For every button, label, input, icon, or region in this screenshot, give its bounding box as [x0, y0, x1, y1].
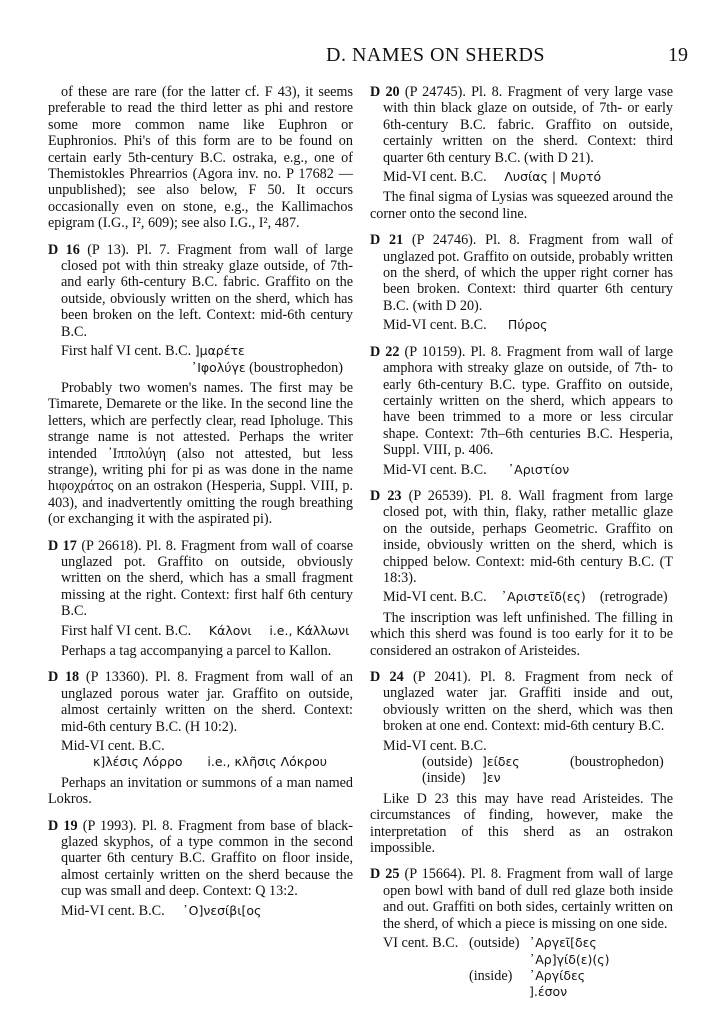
greek-text: ]μαρέτε — [194, 343, 245, 359]
date: Mid-VI cent. B.C. — [383, 317, 487, 334]
date: First half VI cent. B.C. — [61, 343, 192, 360]
greek-text: ᾿Ιφολύγε — [191, 359, 246, 375]
section-title: D. NAMES ON SHERDS — [326, 44, 546, 66]
entry-date-line: Mid-VI cent. B.C. — [61, 738, 165, 755]
inscription-row — [383, 952, 673, 968]
inscription-row — [383, 984, 673, 1000]
entry-text: (P 24746). Pl. 8. Fragment from wall of unglazed pot. Graffito on outside, probably written on the sherd, of which the upper right corner has been broken. Context: third quarter 6th century B.C. (with D 20). — [383, 232, 674, 314]
entry-greek-line — [61, 360, 353, 376]
greek-text: ᾿Αργεῖ[δες — [529, 935, 597, 951]
entry-text: (P 26539). Pl. 8. Wall fragment from large closed pot, with thin, flaky, rather metallic glaze on the outside, perhaps Geometric. Graffito on inside, obviously written on the sherd, which is chipped below. Context: mid-6th century B.C. (T 18:3). — [383, 487, 674, 586]
note: (retrograde) — [599, 589, 668, 606]
greek-text: ᾿Αριστίον — [507, 461, 570, 477]
entry-comment: Perhaps a tag accompanying a parcel to Kallon. — [61, 643, 332, 659]
greek-text: ]είδες — [482, 754, 520, 770]
entry-date-line — [61, 343, 353, 359]
entry-d24 — [370, 669, 673, 735]
entry-d18 — [48, 669, 353, 735]
inscription-row — [383, 968, 673, 984]
date: VI cent. B.C. — [383, 935, 459, 952]
date: Mid-VI cent. B.C. — [383, 589, 487, 606]
ie-note: i.e., Κάλλωνι — [269, 622, 350, 638]
entry-comment: The final sigma of Lysias was squeezed around the corner onto the second line. — [370, 189, 673, 222]
intro-paragraph: of these are rare (for the latter cf. F 43), it seems preferable to read the third letter as phi and restore some more common name like Euphron or Euphronios. Phi's of this form are to be found on certain early 5th-century B.C. ostraka, e.g., one of Themistokles Phrearrios (Agora inv. no. P 17682 — unpublished); see also below, F 50. It occurs occasionally even on stone, e.g., the Kallimachos epigram (I.G., I², 609); see also I.G., I², 487. — [48, 84, 353, 232]
greek-text: ᾿Αριστεῖδ(ες) — [500, 589, 586, 605]
entry-text: (P 15664). Pl. 8. Fragment from wall of large open bowl with band of dull red glaze both inside and out. Graffiti on both sides, certainly written on the sherd, of which a piece is missing on one side. — [383, 866, 673, 932]
entry-text: (P 10159). Pl. 8. Fragment from wall of large amphora with streaky glaze on outside, of 7th- to early 6th-century B.C. type. Graffito on outside, certainly written on the sherd, which appears to have been trimmed to a more or less circular shape. Context: 7th–6th centuries B.C. Hesperia, Suppl. VIII, p. 406. — [383, 343, 673, 459]
entry-text: (P 1993). Pl. 8. Fragment from base of black-glazed skyphos, of a type common in the second quarter 6th century B.C. Graffito on floor inside, almost certainly written on the sherd because the cup was small and deep. Context: Q 13:2. — [61, 817, 354, 900]
greek-text: ᾿Ο]νεσίβι[ος — [182, 902, 262, 918]
ie-note: i.e., κλῆσις Λόκρου — [207, 754, 327, 770]
date: Mid-VI cent. B.C. — [383, 169, 487, 186]
greek-text: κ]λέσις Λόρρο — [93, 754, 183, 770]
entry-id: D 25 — [370, 866, 400, 883]
entry-comment: Like D 23 this may have read Aristeides. The circumstances of finding, however, make the interpretation of this sherd as an ostrakon impossible. — [370, 790, 673, 857]
inscription-block — [383, 935, 673, 1001]
entry-d17 — [48, 538, 353, 620]
greek-text: Πύρος — [507, 317, 548, 333]
date: First half VI cent. B.C. — [61, 622, 192, 639]
entry-date-line — [383, 589, 673, 605]
entry-id: D 21 — [370, 232, 404, 249]
entry-id: D 22 — [370, 343, 400, 360]
entry-d20 — [370, 84, 673, 166]
greek-text: ].έσον — [529, 984, 568, 1000]
entry-id: D 24 — [370, 669, 404, 685]
entry-d23 — [370, 488, 673, 586]
entry-text: (P 26618). Pl. 8. Fragment from wall of coarse unglazed pot. Graffito on outside, obviously written on the sherd, which has a small fragment missing at the right. Context: first half 6th century B.C. — [61, 537, 354, 620]
entry-id: D 23 — [370, 487, 402, 504]
entry-id: D 19 — [48, 817, 78, 834]
right-column — [370, 84, 673, 1001]
side-label: (outside) — [422, 754, 473, 771]
page-number: 19 — [668, 44, 688, 66]
inscription-row — [422, 754, 673, 770]
greek-text: ᾿Αρ]γίδ(ε)(ς) — [529, 951, 610, 967]
entry-text: (P 24745). Pl. 8. Fragment of very large vase with thin black glaze on outside, of 7th- or early 6th-century B.C. fabric. Graffito on outside, certainly written on the sherd. Context: third quarter 6th century B.C. (with D 21). — [383, 84, 673, 166]
entry-date-line — [61, 623, 353, 639]
entry-d21 — [370, 232, 673, 314]
inscription-row — [422, 770, 673, 786]
note: (boustrophedon) — [570, 754, 664, 771]
side-label: (outside) — [469, 935, 520, 952]
greek-text: Λυσίας | Μυρτό — [504, 169, 602, 185]
entry-d19 — [48, 818, 353, 900]
entry-id: D 16 — [48, 241, 80, 258]
page-header — [48, 44, 688, 68]
entry-id: D 20 — [370, 84, 400, 100]
entry-greek-line — [61, 754, 353, 770]
entry-text: (P 2041). Pl. 8. Fragment from neck of unglazed water jar. Graffiti inside and out, obviously written on the sherd, which was then broken at one end. Context: mid-6th century B.C. — [383, 669, 673, 735]
entry-date-line — [61, 903, 353, 919]
entry-comment: The inscription was left unfinished. The filling in which this sherd was found is too early for it to be considered an ostrakon of Aristeides. — [370, 609, 673, 659]
entry-date-line — [383, 317, 673, 333]
entry-date-line — [383, 169, 673, 185]
side-label: (inside) — [469, 967, 513, 984]
inscription-block — [422, 754, 673, 787]
greek-text: Κάλονι — [208, 622, 252, 638]
entry-id: D 17 — [48, 537, 77, 554]
entry-d25 — [370, 866, 673, 932]
greek-text: ᾿Αργίδες — [529, 967, 586, 983]
side-label: (inside) — [422, 770, 466, 787]
greek-text: ]εν — [482, 770, 501, 786]
entry-date-line — [383, 462, 673, 478]
entry-comment: Perhaps an invitation or summons of a man named Lokros. — [48, 774, 353, 808]
note: (boustrophedon) — [249, 359, 343, 376]
entry-d16 — [48, 242, 353, 340]
inscription-row — [383, 935, 673, 951]
entry-text: (P 13360). Pl. 8. Fragment from wall of an unglazed porous water jar. Graffito on outside, almost certainly written on the sherd. Context: mid-6th century B.C. (H 10:2). — [61, 669, 354, 735]
entry-id: D 18 — [48, 669, 80, 686]
date: Mid-VI cent. B.C. — [61, 902, 165, 919]
entry-comment: Probably two women's names. The first may be Timarete, Demarete or the like. In the second line the letters, which are perfectly clear, read Ipholuge. This strange name is not attested. Perhaps the writer intended ᾿Ιππολύγη (also not attested, but less strange), writing phi for pi as was done in the name hιφοχράτος on an ostrakon (Hesperia, Suppl. VIII, p. 403), and inadvertently omitting the rough breathing (or exchanging it with the aspirated pi). — [48, 379, 353, 528]
entry-date-line: Mid-VI cent. B.C. — [383, 737, 487, 754]
entry-text: (P 13). Pl. 7. Fragment from wall of large closed pot with thin streaky glaze outside, of 7th- and early 6th-century B.C. fabric. Graffito on the outside, obviously written on the sherd, which has been broken on the left. Context: mid-6th century B.C. — [61, 241, 353, 340]
entry-d22 — [370, 344, 673, 459]
left-column — [48, 84, 353, 919]
date: Mid-VI cent. B.C. — [383, 461, 487, 478]
